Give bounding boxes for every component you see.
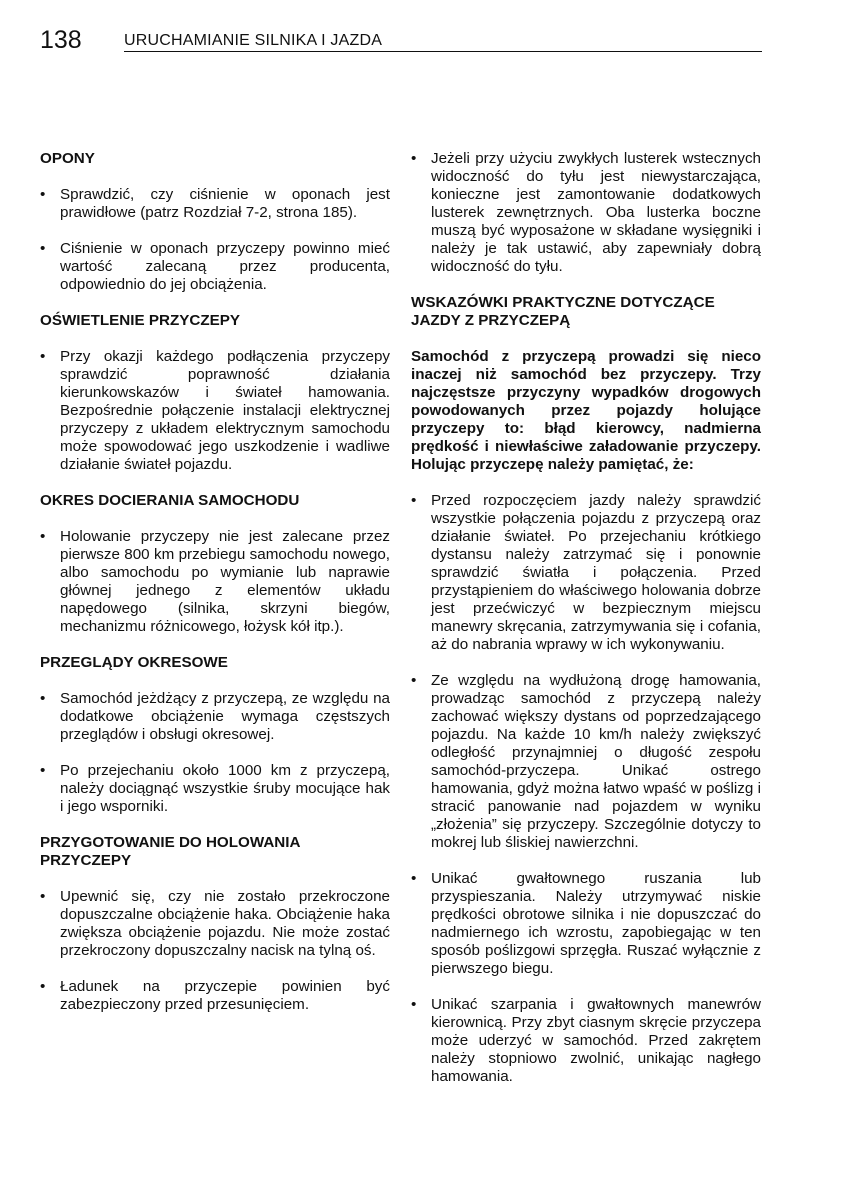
bullet-item: • Po przejechaniu około 1000 km z przyczepą, należy dociągnąć wszystkie śruby mocujące hak i jego wsporniki. bbox=[40, 762, 390, 816]
heading-wskazowki: WSKAZÓWKI PRAKTYCZNE DOTYCZĄCE JAZDY Z PRZYCZEPĄ bbox=[411, 294, 715, 329]
bullet-item: • Unikać gwałtownego ruszania lub przyspieszania. Należy utrzymywać niskie prędkości obrotowe silnika i nie dopuszczać do nadmiernego ich wzrostu, zapobiegając w ten sposób poślizgowi sprzęgła. Ruszać wyłącznie z pierwszego biegu. bbox=[411, 870, 761, 978]
bullet-item: • Holowanie przyczepy nie jest zalecane przez pierwsze 800 km przebiegu samochodu nowego, albo samochodu po wymianie lub naprawie głównej jednego z elementów układu napędowego (silnika, skrzyni biegów, mechanizmu różnicowego, łożysk kół itp.). bbox=[40, 528, 390, 636]
left-column bbox=[40, 150, 390, 1032]
heading-opony: OPONY bbox=[40, 150, 95, 167]
bullet-item: • Sprawdzić, czy ciśnienie w oponach jest prawidłowe (patrz Rozdział 7-2, strona 185). bbox=[40, 186, 390, 222]
bullet-item: • Unikać szarpania i gwałtownych manewrów kierownicą. Przy zbyt ciasnym skręcie przyczepa może uderzyć w samochód. Przed zakrętem należy stopniowo zwolnić, unikając nagłego hamowania. bbox=[411, 996, 761, 1086]
bullet-item: • Ze względu na wydłużoną drogę hamowania, prowadząc samochód z przyczepą należy zachować większy dystans od poprzedzającego pojazdu. Na każde 10 km/h należy zwiększyć odległość przynajmniej o długość zespołu samochód-przyczepa. Unikać ostrego hamowania, gdyż można łatwo wpaść w poślizg i stracić panowanie nad pojazdem w wyniku „złożenia” się przyczepy. Szczególnie dotyczy to mokrej lub śliskiej nawierzchni. bbox=[411, 672, 761, 852]
bullet-item: • Ładunek na przyczepie powinien być zabezpieczony przed przesunięciem. bbox=[40, 978, 390, 1014]
bullet-item: • Upewnić się, czy nie zostało przekroczone dopuszczalne obciążenie haka. Obciążenie haka zwiększa obciążenie pojazdu. Nie może zostać przekroczony dopuszczalny nacisk na tylną oś. bbox=[40, 888, 390, 960]
heading-przeglady: PRZEGLĄDY OKRESOWE bbox=[40, 654, 228, 671]
chapter-title: URUCHAMIANIE SILNIKA I JAZDA bbox=[124, 32, 383, 49]
page-number: 138 bbox=[40, 26, 82, 54]
heading-docierania: OKRES DOCIERANIA SAMOCHODU bbox=[40, 492, 300, 509]
page-header bbox=[40, 22, 762, 52]
bullet-item: • Jeżeli przy użyciu zwykłych lusterek wstecznych widoczność do tyłu jest niewystarczająca, konieczne jest zamontowanie dodatkowych lusterek zewnętrznych. Oba lusterka boczne muszą być wyposażone w składane wysięgniki i należy je tak ustawić, aby zapewniały dobrą widoczność do tyłu. bbox=[411, 150, 761, 276]
bullet-item: • Przed rozpoczęciem jazdy należy sprawdzić wszystkie połączenia pojazdu z przyczepą oraz działanie świateł. Po przejechaniu krótkiego dystansu należy zatrzymać się i ponownie sprawdzić światła i połączenia. Przed przystąpieniem do właściwego holowania dobrze jest przećwiczyć w bezpiecznym miejscu manewry skręcania, zatrzymywania się i cofania, aż do nabrania wprawy w ich wykonywaniu. bbox=[411, 492, 761, 654]
intro-paragraph: Samochód z przyczepą prowadzi się nieco inaczej niż samochód bez przyczepy. Trzy najczęstsze przyczyny wypadków drogowych powodowanych przez pojazdy holujące przyczepy to: błąd kierowcy, nadmierna prędkość i niewłaściwe załadowanie przyczepy. Holując przyczepę należy pamiętać, że: bbox=[411, 348, 761, 473]
bullet-item: • Ciśnienie w oponach przyczepy powinno mieć wartość zalecaną przez producenta, odpowiednio do jej obciążenia. bbox=[40, 240, 390, 294]
header-rule bbox=[124, 51, 762, 52]
heading-przygotowanie: PRZYGOTOWANIE DO HOLOWANIA PRZYCZEPY bbox=[40, 834, 300, 869]
bullet-item: • Samochód jeżdżący z przyczepą, ze względu na dodatkowe obciążenie wymaga częstszych przeglądów i obsługi okresowej. bbox=[40, 690, 390, 744]
bullet-item: • Przy okazji każdego podłączenia przyczepy sprawdzić poprawność działania kierunkowskazów i świateł hamowania. Bezpośrednie połączenie instalacji elektrycznej przyczepy z układem elektrycznym samochodu może spowodować jego uszkodzenie i wadliwe działanie świateł pojazdu. bbox=[40, 348, 390, 474]
heading-oswietlenie: OŚWIETLENIE PRZYCZEPY bbox=[40, 312, 240, 329]
right-column bbox=[411, 150, 761, 1104]
